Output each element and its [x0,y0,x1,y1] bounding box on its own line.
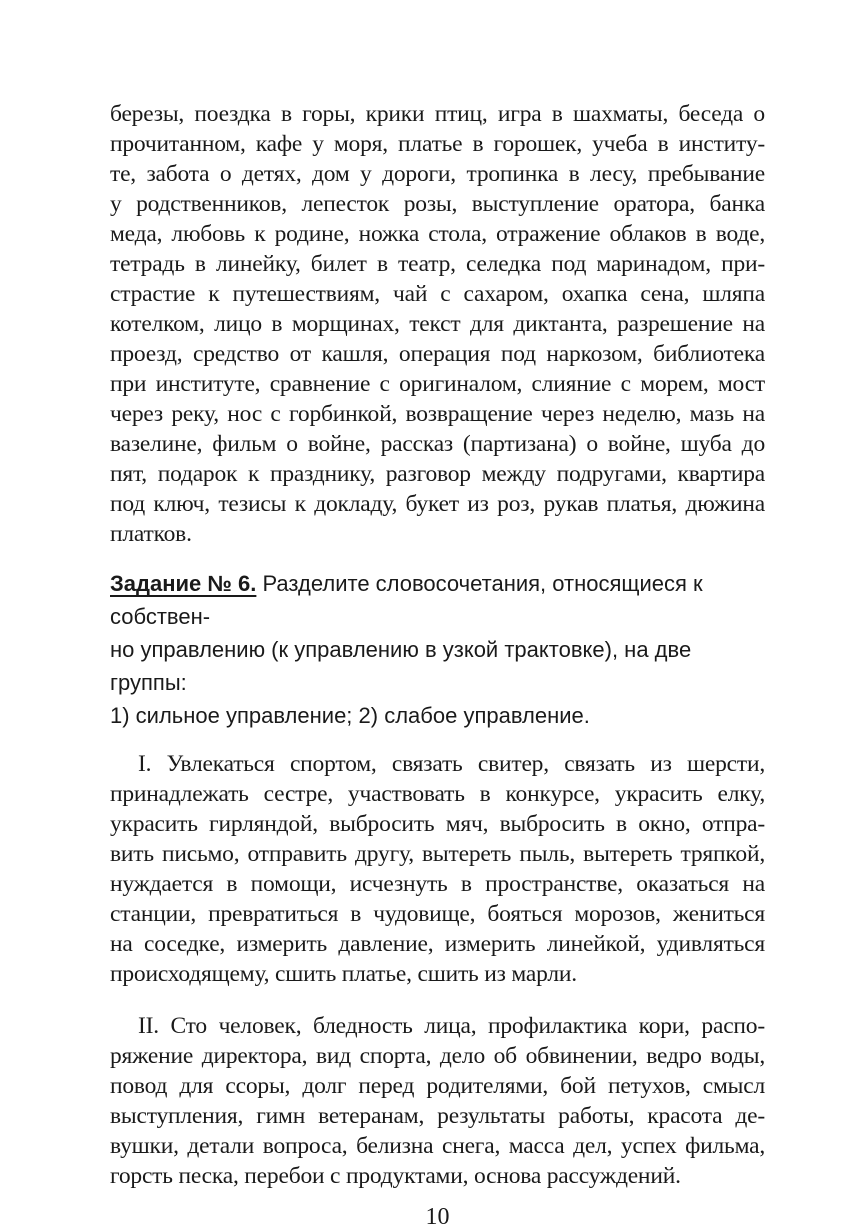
text-line: проезд, средство от кашля, операция под наркозом, библиотека [110,341,765,367]
text-line: вить письмо, отправить другу, вытереть пыль, вытереть тряпкой, [110,841,765,867]
text-line: прочитанном, кафе у моря, платье в горошек, учеба в институ- [110,131,765,157]
text-line: при институте, сравнение с оригиналом, слияние с морем, мост [110,371,765,397]
text-line: станции, превратиться в чудовище, бояться морозов, жениться [110,901,765,927]
text-line: пят, подарок к празднику, разговор между подругами, квартира [110,461,765,487]
task-number-label: Задание № 6. [110,571,257,596]
text-line: вушки, детали вопроса, белизна снега, масса дел, успех фильма, [110,1133,765,1159]
text-line: под ключ, тезисы к докладу, букет из роз, рукав платья, дюжина [110,491,765,517]
text-line: горсть песка, перебои с продуктами, основа рассуждений. [110,1163,681,1189]
text-line: тетрадь в линейку, билет в театр, селедка под маринадом, при- [110,251,765,277]
task-description-lines [110,633,765,732]
text-line: выступления, гимн ветеранам, результаты работы, красота де- [110,1103,765,1129]
text-line: березы, поездка в горы, крики птиц, игра в шахматы, беседа о [110,101,765,127]
group-two-paragraph [110,1011,765,1191]
text-line: платков. [110,521,192,547]
text-line: 1) сильное управление; 2) слабое управление. [110,703,590,728]
text-line: принадлежать сестре, участвовать в конкурсе, украсить елку, [110,781,765,807]
text-line: те, забота о детях, дом у дороги, тропинка в лесу, пребывание [110,161,765,187]
text-line: вазелине, фильм о войне, рассказ (партизана) о войне, шуба до [110,431,765,457]
text-line: II. Сто человек, бледность лица, профилактика кори, распо- [138,1013,765,1039]
page-number: 10 [425,1204,450,1229]
text-line: меда, любовь к родине, ножка стола, отражение облаков в воде, [110,221,765,247]
text-line: но управлению (к управлению в узкой трактовке), на две группы: [110,637,692,695]
text-line: у родственников, лепесток розы, выступление оратора, банка [110,191,765,217]
task-6-heading [110,567,765,732]
group-one-paragraph [110,749,765,989]
task-heading-first-line [110,567,765,633]
text-line: на соседке, измерить давление, измерить линейкой, удивляться [110,931,765,957]
text-line: страстие к путешествиям, чай с сахаром, охапка сена, шляпа [110,281,765,307]
text-line: происходящему, сшить платье, сшить из марли. [110,961,577,987]
text-line: ряжение директора, вид спорта, дело об обвинении, ведро воды, [110,1043,765,1069]
text-line: украсить гирляндой, выбросить мяч, выбросить в окно, отпра- [110,811,765,837]
text-line: повод для ссоры, долг перед родителями, бой петухов, смысл [110,1073,765,1099]
word-combinations-continuation-paragraph [110,99,765,549]
text-line: нуждается в помощи, исчезнуть в пространстве, оказаться на [110,871,765,897]
task-description-start: Разделите словосочетания, относящиеся к собствен- [110,571,703,629]
text-line: I. Увлекаться спортом, связать свитер, связать из шерсти, [138,751,765,777]
text-line: через реку, нос с горбинкой, возвращение через неделю, мазь на [110,401,765,427]
text-line: котелком, лицо в морщинах, текст для диктанта, разрешение на [110,311,765,337]
